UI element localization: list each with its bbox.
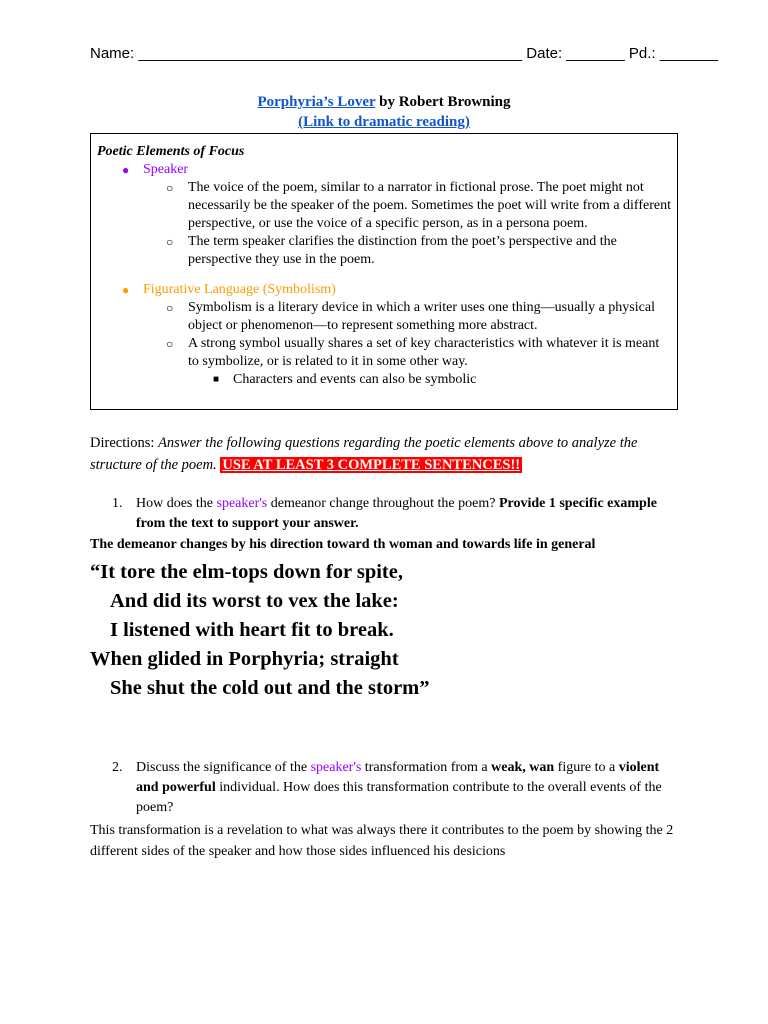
bullet-dot-icon: ● xyxy=(122,163,130,177)
point-text: The voice of the poem, similar to a narrator in fictional prose. The poet might not necessarily be the speaker of the poem. Sometimes the poet will write from a different perspective, or use the voice of a specific person, as in a persona poem. xyxy=(188,180,671,231)
question-text: How does the xyxy=(136,496,217,511)
question-text: figure to a xyxy=(554,760,619,775)
element-label: Figurative Language (Symbolism) xyxy=(143,282,336,297)
directions-label: Directions: xyxy=(90,435,159,451)
list-item xyxy=(97,179,671,233)
question-1 xyxy=(90,494,680,534)
list-item xyxy=(97,299,671,335)
circle-bullet-icon: ○ xyxy=(166,301,174,315)
pd-blank[interactable]: _______ xyxy=(659,45,719,62)
point-text: The term speaker clarifies the distinction from the poet’s perspective and the perspective they use in the poem. xyxy=(188,234,617,267)
question-text: Discuss the significance of the xyxy=(136,760,311,775)
poem-link[interactable]: Porphyria’s Lover xyxy=(257,94,376,110)
question-bold: Provide 1 specific example from the text to support your answer. xyxy=(136,496,657,531)
name-blank[interactable]: ______________________________________________ xyxy=(138,45,523,62)
name-label: Name: xyxy=(90,45,139,62)
list-item xyxy=(97,335,671,371)
answer-1[interactable]: The demeanor changes by his direction toward th woman and towards life in general xyxy=(90,537,596,552)
page-title xyxy=(0,94,768,111)
question-number: 1. xyxy=(112,496,123,511)
list-item xyxy=(97,233,671,269)
pd-label: Pd.: xyxy=(624,45,660,62)
element-symbolism xyxy=(97,281,671,299)
date-blank[interactable]: _______ xyxy=(566,45,625,62)
element-speaker xyxy=(97,161,671,179)
circle-bullet-icon: ○ xyxy=(166,235,174,249)
date-label: Date: xyxy=(522,45,567,62)
speaker-highlight: speaker's xyxy=(310,760,362,775)
directions-text: Answer the following questions regarding the poetic elements above to analyze the structure of the poem. xyxy=(90,435,638,473)
point-text: Symbolism is a literary device in which a writer uses one thing—usually a physical object or phenomenon—to represent something more abstract. xyxy=(188,300,655,333)
question-number: 2. xyxy=(112,760,123,775)
element-label: Speaker xyxy=(143,162,189,177)
header-line xyxy=(90,45,718,62)
question-text: individual. How does this transformation contribute to the overall events of the poem? xyxy=(136,780,662,815)
reading-link-line xyxy=(0,114,768,131)
directions-emphasis: USE AT LEAST 3 COMPLETE SENTENCES!! xyxy=(222,457,521,473)
point-text: A strong symbol usually shares a set of key characteristics with whatever it is meant to symbolize, or is related to it in some other way. xyxy=(188,336,660,369)
square-bullet-icon: ■ xyxy=(213,374,220,385)
poem-quote xyxy=(90,558,430,703)
circle-bullet-icon: ○ xyxy=(166,337,174,351)
question-text: transformation from a xyxy=(361,760,492,775)
question-2 xyxy=(90,758,680,818)
poem-line: And did its worst to vex the lake: xyxy=(110,590,399,612)
poem-line: When glided in Porphyria; straight xyxy=(90,648,399,670)
question-bold: weak, wan xyxy=(491,760,555,775)
answer-2[interactable]: This transformation is a revelation to what was always there it contributes to the poem by showing the 2 different sides of the speaker and how those sides influenced his desicions xyxy=(90,823,674,859)
author: by Robert Browning xyxy=(375,94,511,110)
directions xyxy=(90,432,680,476)
subpoint-text: Characters and events can also be symbolic xyxy=(233,372,477,387)
box-heading: Poetic Elements of Focus xyxy=(97,144,245,159)
poem-line: “It tore the elm-tops down for spite, xyxy=(90,561,403,583)
circle-bullet-icon: ○ xyxy=(166,181,174,195)
poem-line: I listened with heart fit to break. xyxy=(110,619,394,641)
dramatic-reading-link[interactable]: (Link to dramatic reading) xyxy=(298,114,470,130)
question-bold: violent and powerful xyxy=(136,760,660,795)
speaker-highlight: speaker's xyxy=(216,496,268,511)
question-text: demeanor change throughout the poem? xyxy=(267,496,499,511)
poetic-elements-box xyxy=(90,133,678,410)
poem-line: She shut the cold out and the storm” xyxy=(110,677,430,699)
list-item xyxy=(97,371,671,389)
bullet-dot-icon: ● xyxy=(122,283,130,297)
